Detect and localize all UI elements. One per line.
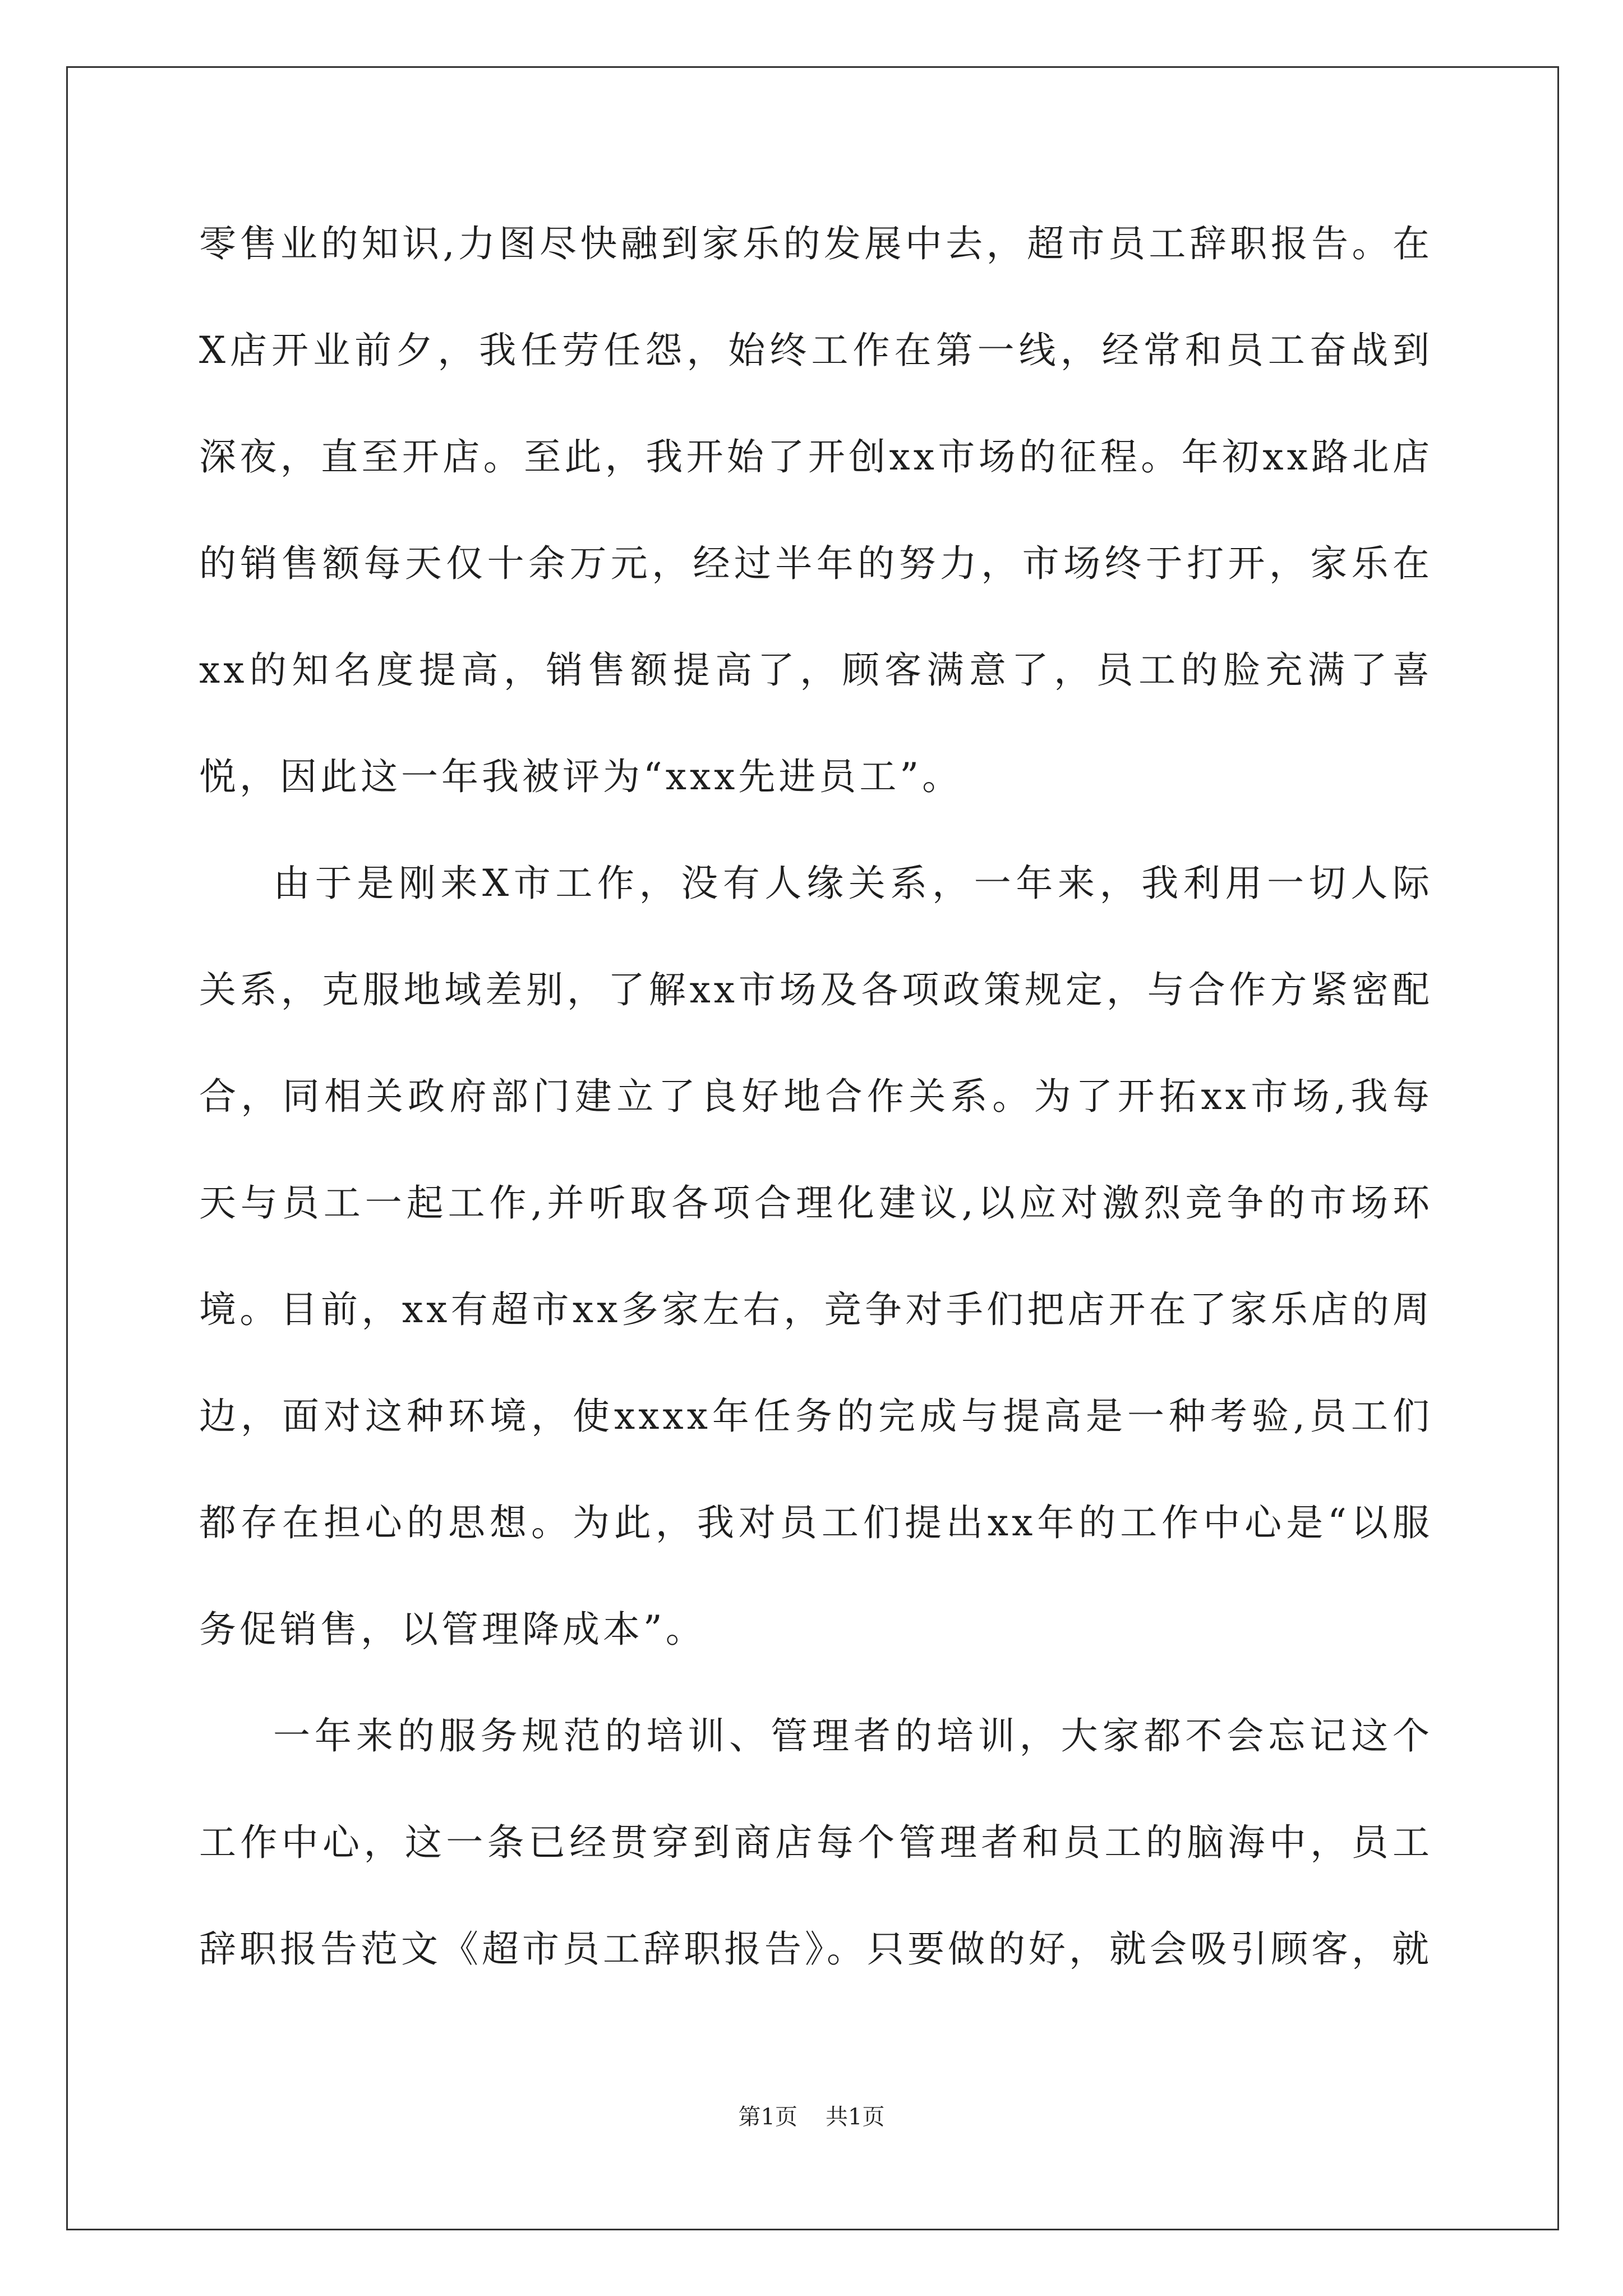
page-number: 第1页 [738, 2104, 797, 2130]
paragraph-2: 由于是刚来X市工作，没有人缘关系，一年来，我利用一切人际关系，克服地域差别，了解xx市场及各项政策规定，与合作方紧密配合，同相关政府部门建立了良好地合作关系。为了开拓xx市场,我每天与员工一起工作,并听取各项合理化建议,以应对激烈竞争的市场环境。目前，xx有超市xx多家左右，竞争对手们把店开在了家乐店的周边，面对这种环境，使xxxx年任务的完成与提高是一种考验,员工们都存在担心的思想。为此，我对员工们提出xx年的工作中心是“以服务促销售，以管理降成本”。 [199, 862, 1433, 1651]
paragraph-3: 一年来的服务规范的培训、管理者的培训，大家都不会忘记这个工作中心，这一条已经贯穿到商店每个管理者和员工的脑海中，员工辞职报告范文《超市员工辞职报告》。只要做的好，就会吸引顾客，就 [199, 1714, 1433, 1971]
paragraph-1: 零售业的知识,力图尽快融到家乐的发展中去，超市员工辞职报告。在X店开业前夕，我任劳任怨，始终工作在第一线，经常和员工奋战到深夜，直至开店。至此，我开始了开创xx市场的征程。年初xx路北店的销售额每天仅十余万元，经过半年的努力，市场终于打开，家乐在xx的知名度提高，销售额提高了，顾客满意了，员工的脸充满了喜悦，因此这一年我被评为“xxx先进员工”。 [199, 222, 1433, 798]
page-total: 共1页 [826, 2104, 885, 2130]
document-body [199, 191, 1433, 2003]
page-footer [0, 2099, 1623, 2131]
